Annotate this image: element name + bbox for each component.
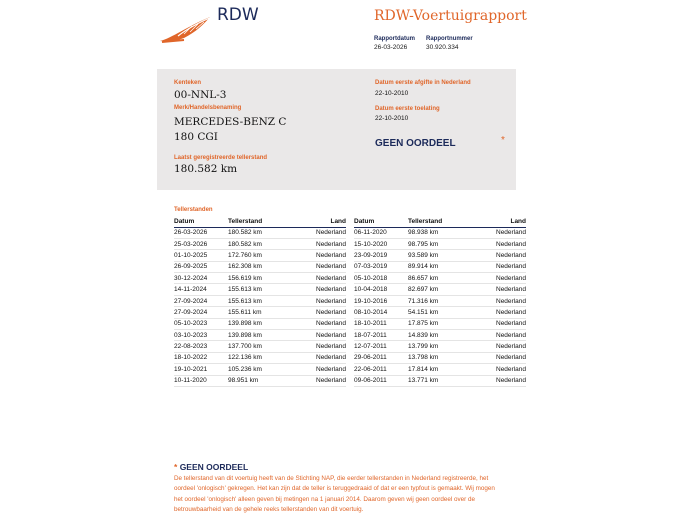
column-header-date: Datum — [174, 217, 226, 227]
cell-date: 05-10-2023 — [174, 318, 226, 329]
cell-reading: 180.582 km — [226, 227, 280, 238]
cell-country: Nederland — [460, 227, 526, 238]
brand-name: RDW — [217, 5, 259, 25]
cell-reading: 155.613 km — [226, 295, 280, 306]
table-row — [174, 227, 346, 238]
cell-reading: 89.914 km — [406, 261, 460, 272]
cell-country: Nederland — [280, 307, 346, 318]
table-row — [174, 250, 346, 261]
cell-reading: 14.839 km — [406, 330, 460, 341]
cell-country: Nederland — [280, 364, 346, 375]
cell-date: 09-06-2011 — [354, 375, 406, 386]
cell-country: Nederland — [280, 238, 346, 249]
cell-reading: 13.798 km — [406, 352, 460, 363]
rdw-logo-icon — [158, 14, 218, 44]
cell-date: 19-10-2016 — [354, 295, 406, 306]
table-row — [174, 273, 346, 284]
table-row — [354, 227, 526, 238]
cell-date: 07-03-2019 — [354, 261, 406, 272]
cell-reading: 13.799 km — [406, 341, 460, 352]
cell-date: 06-11-2020 — [354, 227, 406, 238]
make-label: Merk/Handelsbenaming — [174, 105, 242, 111]
cell-country: Nederland — [460, 330, 526, 341]
cell-country: Nederland — [460, 352, 526, 363]
table-row — [174, 284, 346, 295]
table-row — [174, 352, 346, 363]
plate-label: Kenteken — [174, 80, 202, 86]
cell-reading: 162.308 km — [226, 261, 280, 272]
first-nl-value: 22-10-2010 — [375, 90, 409, 97]
table-row — [354, 273, 526, 284]
report-date-value: 26-03-2026 — [374, 44, 408, 51]
cell-date: 19-10-2021 — [174, 364, 226, 375]
table-row — [354, 330, 526, 341]
verdict-text: GEEN OORDEEL — [375, 138, 456, 149]
table-row — [174, 295, 346, 306]
cell-country: Nederland — [280, 284, 346, 295]
cell-date: 10-11-2020 — [174, 375, 226, 386]
cell-reading: 54.151 km — [406, 307, 460, 318]
table-row — [174, 375, 346, 386]
table-row — [174, 318, 346, 329]
cell-date: 26-03-2026 — [174, 227, 226, 238]
cell-country: Nederland — [460, 375, 526, 386]
cell-country: Nederland — [460, 284, 526, 295]
report-number-label: Rapportnummer — [426, 36, 473, 42]
cell-reading: 139.898 km — [226, 330, 280, 341]
cell-date: 18-10-2011 — [354, 318, 406, 329]
report-number-value: 30.920.334 — [426, 44, 459, 51]
odometer-section-title: Tellerstanden — [174, 207, 213, 213]
cell-date: 10-04-2018 — [354, 284, 406, 295]
cell-country: Nederland — [460, 307, 526, 318]
table-row — [354, 295, 526, 306]
cell-date: 12-07-2011 — [354, 341, 406, 352]
cell-reading: 122.136 km — [226, 352, 280, 363]
report-date-label: Rapportdatum — [374, 36, 415, 42]
cell-reading: 137.700 km — [226, 341, 280, 352]
odometer-table-right — [354, 217, 526, 387]
cell-reading: 86.657 km — [406, 273, 460, 284]
table-row — [354, 284, 526, 295]
cell-country: Nederland — [280, 295, 346, 306]
footnote-text: De tellerstand van dit voertuig heeft van de Stichting NAP, die eerder tellerstanden in Nederland registreerde, het oordeel 'onlogisch' gekregen. Het kan zijn dat de teller is teruggedraaid of dat er een typfout is gemaakt. Wij mogen het oordeel 'onlogisch' alleen geven bij metingen na 1 januari 2014. Daarom geven wij geen oordeel over de betrouwbaarheid van de gehele reeks tellerstanden van dit voertuig. — [174, 475, 495, 513]
table-row — [354, 352, 526, 363]
table-row — [174, 238, 346, 249]
first-admission-value: 22-10-2010 — [375, 115, 409, 122]
odometer-value: 180.582 km — [174, 163, 238, 175]
cell-date: 18-10-2022 — [174, 352, 226, 363]
cell-date: 08-10-2014 — [354, 307, 406, 318]
cell-date: 14-11-2024 — [174, 284, 226, 295]
column-header-country: Land — [460, 217, 526, 227]
cell-country: Nederland — [460, 238, 526, 249]
cell-date: 22-06-2011 — [354, 364, 406, 375]
cell-reading: 172.760 km — [226, 250, 280, 261]
cell-reading: 71.316 km — [406, 295, 460, 306]
cell-country: Nederland — [460, 318, 526, 329]
table-row — [174, 341, 346, 352]
column-header-country: Land — [280, 217, 346, 227]
first-admission-label: Datum eerste toelating — [375, 106, 440, 112]
cell-date: 15-10-2020 — [354, 238, 406, 249]
cell-date: 27-09-2024 — [174, 307, 226, 318]
table-row — [174, 261, 346, 272]
cell-country: Nederland — [280, 330, 346, 341]
column-header-reading: Tellerstand — [226, 217, 280, 227]
cell-date: 22-08-2023 — [174, 341, 226, 352]
cell-reading: 105.236 km — [226, 364, 280, 375]
cell-country: Nederland — [460, 273, 526, 284]
plate-value: 00-NNL-3 — [174, 89, 227, 101]
table-row — [174, 364, 346, 375]
cell-date: 23-09-2019 — [354, 250, 406, 261]
cell-date: 01-10-2025 — [174, 250, 226, 261]
cell-date: 26-09-2025 — [174, 261, 226, 272]
cell-date: 29-06-2011 — [354, 352, 406, 363]
panel-gap — [516, 69, 536, 190]
cell-country: Nederland — [460, 341, 526, 352]
table-row — [354, 250, 526, 261]
cell-country: Nederland — [280, 273, 346, 284]
cell-date: 25-03-2026 — [174, 238, 226, 249]
cell-reading: 17.814 km — [406, 364, 460, 375]
cell-date: 27-09-2024 — [174, 295, 226, 306]
cell-country: Nederland — [280, 341, 346, 352]
cell-country: Nederland — [280, 352, 346, 363]
cell-reading: 98.951 km — [226, 375, 280, 386]
footnote-title — [174, 462, 248, 472]
cell-reading: 98.795 km — [406, 238, 460, 249]
table-header-row — [354, 217, 526, 227]
footnote-title-text: GEEN OORDEEL — [179, 462, 249, 472]
cell-country: Nederland — [280, 250, 346, 261]
cell-reading: 82.697 km — [406, 284, 460, 295]
report-title: RDW-Voertuigrapport — [374, 8, 527, 24]
cell-reading: 156.619 km — [226, 273, 280, 284]
cell-date: 05-10-2018 — [354, 273, 406, 284]
cell-reading: 13.771 km — [406, 375, 460, 386]
make-line2: 180 CGI — [174, 131, 218, 143]
make-line1: MERCEDES-BENZ C — [174, 116, 287, 128]
column-header-reading: Tellerstand — [406, 217, 460, 227]
verdict-star: * — [501, 135, 505, 146]
cell-date: 03-10-2023 — [174, 330, 226, 341]
cell-reading: 139.898 km — [226, 318, 280, 329]
cell-reading: 155.611 km — [226, 307, 280, 318]
cell-country: Nederland — [280, 375, 346, 386]
odometer-label: Laatst geregistreerde tellerstand — [174, 155, 268, 161]
table-row — [354, 375, 526, 386]
cell-country: Nederland — [460, 261, 526, 272]
column-header-date: Datum — [354, 217, 406, 227]
cell-country: Nederland — [460, 364, 526, 375]
table-row — [354, 341, 526, 352]
cell-date: 18-07-2011 — [354, 330, 406, 341]
table-row — [354, 307, 526, 318]
table-row — [354, 364, 526, 375]
table-row — [354, 318, 526, 329]
cell-reading: 98.938 km — [406, 227, 460, 238]
cell-country: Nederland — [280, 318, 346, 329]
cell-country: Nederland — [460, 295, 526, 306]
cell-country: Nederland — [280, 227, 346, 238]
cell-country: Nederland — [460, 250, 526, 261]
footnote-star: * — [174, 462, 178, 472]
cell-reading: 93.589 km — [406, 250, 460, 261]
cell-country: Nederland — [280, 261, 346, 272]
odometer-table-left — [174, 217, 346, 387]
cell-reading: 17.875 km — [406, 318, 460, 329]
cell-reading: 180.582 km — [226, 238, 280, 249]
table-row — [354, 261, 526, 272]
table-header-row — [174, 217, 346, 227]
table-row — [174, 307, 346, 318]
cell-reading: 155.613 km — [226, 284, 280, 295]
first-nl-label: Datum eerste afgifte in Nederland — [375, 80, 471, 86]
table-row — [354, 238, 526, 249]
table-row — [174, 330, 346, 341]
cell-date: 30-12-2024 — [174, 273, 226, 284]
